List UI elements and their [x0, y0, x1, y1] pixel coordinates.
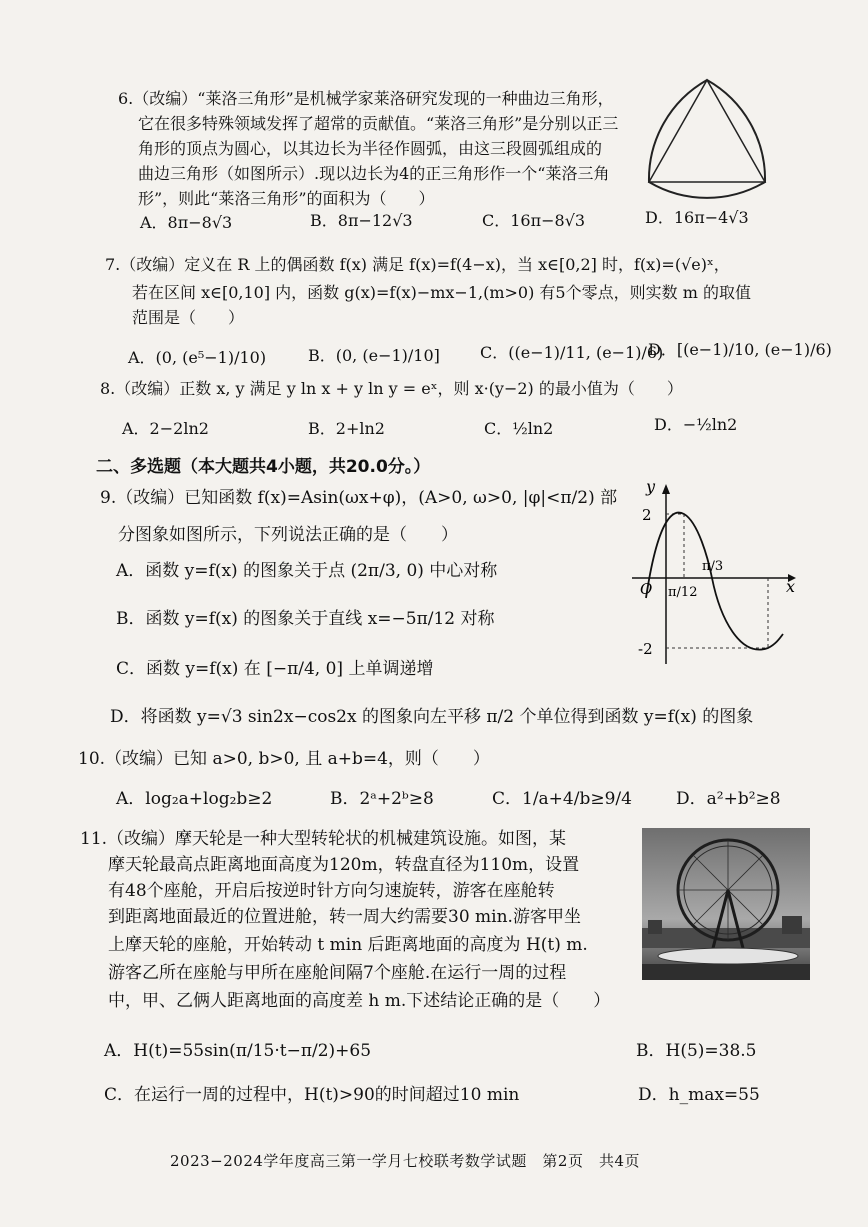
q7-line-2: 若在区间 x∈[0,10] 内，函数 g(x)=f(x)−mx−1,(m>0) 有5个零点，则实数 m 的取值: [132, 283, 751, 302]
q10-line: 10.（改编）已知 a>0, b>0, 且 a+b=4，则（ ）: [78, 749, 490, 769]
q8-option-c: C．½ln2: [484, 419, 554, 438]
q8-option-b: B．2+ln2: [308, 419, 385, 438]
q11-line-5: 上摩天轮的座舱，开始转动 t min 后距离地面的高度为 H(t) m.: [108, 935, 588, 955]
q7-line-1: 7.（改编）定义在 R 上的偶函数 f(x) 满足 f(x)=f(4−x)，当 x∈[0,2] 时，f(x)=(√e)ˣ，: [105, 255, 730, 274]
q7-option-b: B．(0, (e−1)/10]: [308, 346, 440, 365]
q7-option-d: D．[(e−1)/10, (e−1)/6): [648, 340, 832, 359]
q10-option-d: D．a²+b²≥8: [676, 789, 781, 809]
q11-line-1: 11.（改编）摩天轮是一种大型转轮状的机械建筑设施。如图，某: [80, 829, 567, 849]
q8-option-a: A．2−2ln2: [122, 419, 209, 438]
q6-line-4: 曲边三角形（如图所示）.现以边长为4的正三角形作一个“莱洛三角: [138, 164, 610, 183]
q10-option-c: C．1/a+4/b≥9/4: [492, 789, 632, 809]
q11-option-a: A．H(t)=55sin(π/15·t−π/2)+65: [104, 1041, 372, 1061]
q11-line-6: 游客乙所在座舱与甲所在座舱间隔7个座舱.在运行一周的过程: [108, 963, 567, 983]
q9-option-d: D．将函数 y=√3 sin2x−cos2x 的图象向左平移 π/2 个单位得到函数 y=f(x) 的图象: [110, 707, 754, 727]
graph-y-min-label: -2: [638, 640, 653, 658]
q9-line-1: 9.（改编）已知函数 f(x)=Asin(ωx+φ)，(A>0, ω>0, |φ|<π/2) 部: [100, 488, 618, 508]
q11-line-4: 到距离地面最近的位置进舱，转一周大约需要30 min.游客甲坐: [108, 907, 581, 927]
q9-option-b: B．函数 y=f(x) 的图象关于直线 x=−5π/12 对称: [116, 609, 495, 629]
section-title-multiple-choice: 二、多选题（本大题共4小题，共20.0分。）: [96, 457, 431, 477]
q6-option-c: C．16π−8√3: [482, 211, 586, 230]
q6-line-5: 形”，则此“莱洛三角形”的面积为（ ）: [138, 189, 435, 208]
q6-option-d: D．16π−4√3: [645, 208, 749, 227]
ferris-wheel-photo: [642, 828, 810, 980]
graph-origin-label: O: [640, 580, 653, 598]
q8-option-d: D．−½ln2: [654, 415, 738, 434]
reuleaux-triangle-figure: [638, 72, 776, 200]
sine-graph-figure: [628, 478, 798, 668]
q6-line-2: 它在很多特殊领域发挥了超常的贡献值。“莱洛三角形”是分别以正三: [138, 114, 619, 133]
q11-line-2: 摩天轮最高点距离地面高度为120m，转盘直径为110m，设置: [108, 855, 580, 875]
q6-option-a: A．8π−8√3: [140, 213, 233, 232]
graph-x-axis-label: x: [786, 577, 796, 596]
graph-tick-pi-12: π/12: [668, 585, 698, 600]
q10-option-b: B．2ᵃ+2ᵇ≥8: [330, 789, 434, 809]
q11-line-3: 有48个座舱，开启后按逆时针方向匀速旋转，游客在座舱转: [108, 881, 555, 901]
q7-option-c: C．((e−1)/11, (e−1)/6): [480, 343, 664, 362]
q6-line-3: 角形的顶点为圆心，以其边长为半径作圆弧，由这三段圆弧组成的: [138, 139, 603, 158]
q7-option-a: A．(0, (e⁵−1)/10): [128, 348, 267, 367]
graph-y-max-label: 2: [642, 506, 652, 524]
graph-y-axis-label: y: [646, 478, 656, 496]
graph-tick-pi-3: π/3: [702, 559, 724, 574]
q11-line-7: 中，甲、乙俩人距离地面的高度差 h m.下述结论正确的是（ ）: [108, 991, 611, 1011]
q9-line-2: 分图象如图所示，下列说法正确的是（ ）: [118, 525, 458, 545]
q9-option-c: C．函数 y=f(x) 在 [−π/4, 0] 上单调递增: [116, 659, 434, 679]
page-footer: 2023−2024学年度高三第一学月七校联考数学试题 第2页 共4页: [170, 1152, 641, 1170]
q9-option-a: A．函数 y=f(x) 的图象关于点 (2π/3, 0) 中心对称: [116, 561, 498, 581]
q10-option-a: A．log₂a+log₂b≥2: [116, 789, 273, 809]
q6-option-b: B．8π−12√3: [310, 211, 413, 230]
q8-line: 8.（改编）正数 x, y 满足 y ln x + y ln y = eˣ，则 x·(y−2) 的最小值为（ ）: [100, 379, 683, 398]
q7-line-3: 范围是（ ）: [132, 308, 245, 327]
q11-option-d: D．h_max=55: [638, 1085, 760, 1105]
q6-line-1: 6.（改编）“莱洛三角形”是机械学家莱洛研究发现的一种曲边三角形，: [118, 89, 614, 108]
q11-option-b: B．H(5)=38.5: [636, 1041, 757, 1061]
q11-option-c: C．在运行一周的过程中，H(t)>90的时间超过10 min: [104, 1085, 520, 1105]
